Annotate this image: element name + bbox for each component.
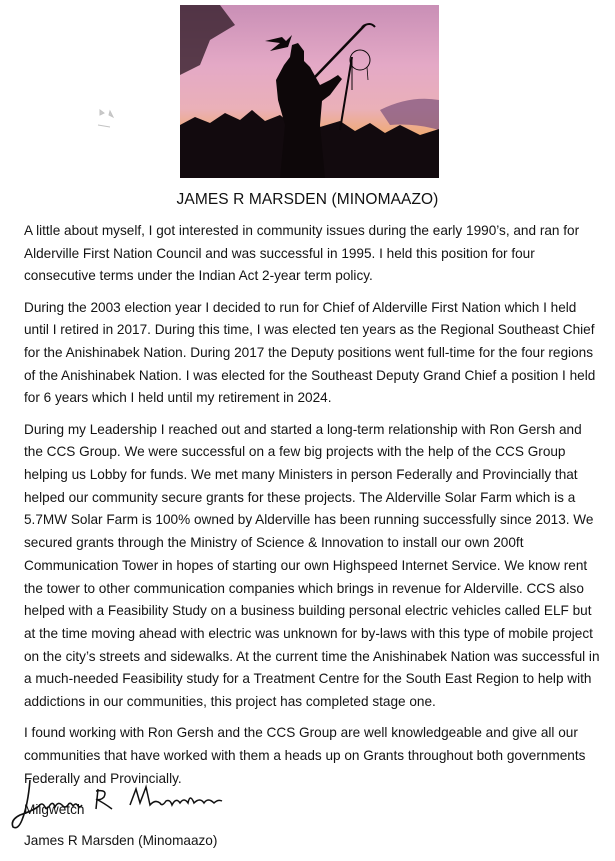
paragraph-endorsement: I found working with Ron Gersh and the CCS Group are well knowledgeable and give all our communities that have worked with them a heads up on Grants throughout both governments Federally and Provincially. — [24, 725, 586, 786]
closing: Miigwetch — [24, 801, 85, 817]
paragraph-leadership: During my Leadership I reached out and started a long-term relationship with Ron Gersh and the CCS Group. We were successful on a few big projects with the help of the CCS Group helping us Lobby for funds. We met many Ministers in person Federally and Provincially that helped our community secure grants for these projects. The Alderville Solar Farm which is a 5.7MW Solar Farm is 100% owned by Alderville has been running successfully since 2013. We secured grants through the Ministry of Science & Innovation to install our own 200ft Communication Tower in hopes of starting our own Highspeed Internet Service. We know rent the tower to other communication companies which brings in revenue for Alderville. CCS also helped with a Feasibility Study on a business building personal electric vehicles called ELF but at the time moving ahead with electric was unknown for by-laws with this type of mobile project on the city’s streets and sidewalks. At the current time the Anishinabek Nation was successful in a much-needed Feasibility study for a Treatment Centre for the South East Region to help with addictions in our communities, this project has completed stage one. — [24, 421, 600, 710]
paragraph-chief: During the 2003 election year I decided to run for Chief of Alderville First Nation which I held until I retired in 2017. During this time, I was elected ten years as the Regional Southeast Chief for the Anishinabek Nation. During 2017 the Deputy positions went full-time for the four regions of the Anishinabek Nation. I was elected for the Southeast Deputy Grand Chief a position I held for 6 years which I held until my retirement in 2024. — [24, 299, 596, 406]
document-body — [24, 220, 604, 861]
document-title: JAMES R MARSDEN (MINOMAAZO) — [176, 191, 439, 208]
handwritten-signature — [10, 775, 240, 835]
header-photo — [180, 5, 439, 178]
signatory-name: James R Marsden (Minomaazo) — [24, 833, 218, 849]
paragraph-intro: A little about myself, I got interested in community issues during the early 1990’s, and ran for Alderville First Nation Council and was successful in 1995. I held this position for four consecutive terms under the Indian Act 2-year term policy. — [24, 223, 580, 284]
sunset-silhouette-image — [180, 5, 439, 178]
scan-artifact — [70, 105, 130, 145]
